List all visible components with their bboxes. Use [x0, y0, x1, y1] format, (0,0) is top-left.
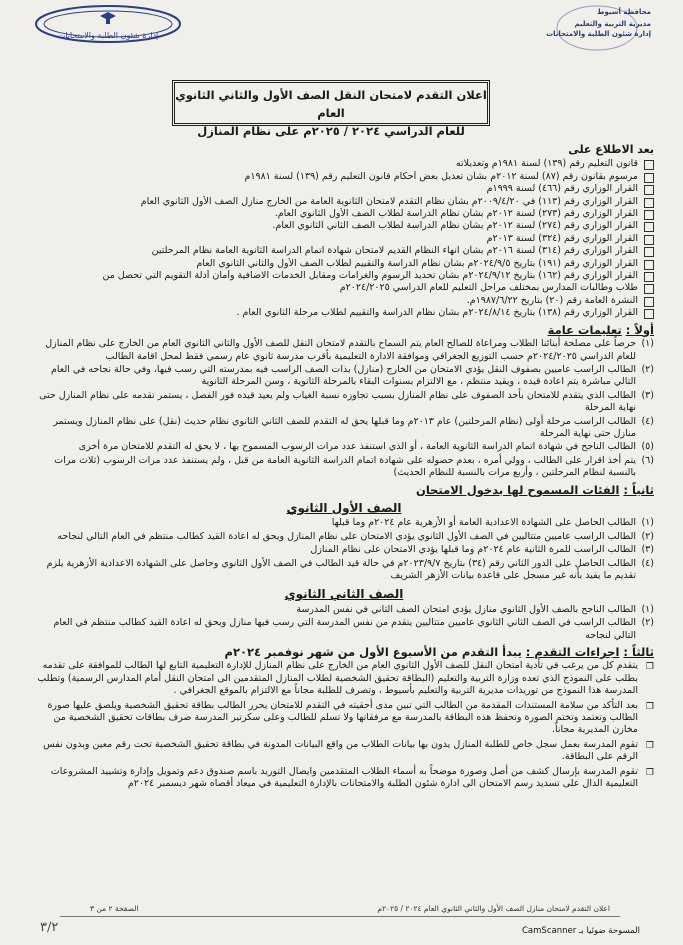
- checkbox-icon: [644, 272, 654, 282]
- reference-text: القرار الوزاري رقم (١٦٢) بتاريخ ٢٠٢٤/٩/١٢م بشأن تحديد الرسوم والغرامات ومقابل الخدمات الاضافية وأمان أدلة التقويم التي تحصل من: [102, 270, 638, 282]
- title-line-2: للعام الدراسي ٢٠٢٤ / ٢٠٢٥م على نظام المنازل: [197, 124, 465, 138]
- checkbox-icon: [644, 235, 654, 245]
- reference-text: طلاب وطالبات المدارس بمختلف مراحل التعليم للعام الدراسي ٢٠٢٤/٢٠٢٥م: [339, 282, 638, 294]
- item-text: الطالب الراسب في الصف الثاني الثانوي عاميين متتاليين يتقدم من نفس المدرسة التي رسب فيها منازل ويحق له اعادة القيد كطالب منتظم في العام التالي لنجاحه: [53, 617, 636, 641]
- reference-item: [34, 245, 654, 257]
- procedure-item: [34, 700, 654, 737]
- preamble-heading: بعد الاطلاع على: [568, 143, 654, 156]
- reference-list: [34, 158, 654, 319]
- list-item: [34, 558, 654, 583]
- list-item: [34, 441, 654, 453]
- procedure-steps: [34, 660, 654, 790]
- item-text: الطالب الراسب مرحلة أولى (نظام المرحلتين) عام ٢٠١٣م وما قبلها يحق له التقدم للصف الثاني الثانوي نظام حديث (نقل) على نظام المنازل ويستمر منازل حتى نهاية المرحلة: [53, 415, 636, 439]
- reference-item: [34, 183, 654, 195]
- list-item: [34, 531, 654, 543]
- reference-text: القرار الوزاري رقم (٢٧٣) لسنة ٢٠١٢م بشأن نظام الدراسة لطلاب الصف الأول الثانوي العام.: [274, 208, 638, 220]
- reference-text: القرار الوزاري رقم (١٩١) بتاريخ ٢٠٢٤/٩/٥م بشأن نظام الدراسة والتقييم لطلاب الصف الأول والثاني الثانوي العام: [196, 257, 638, 269]
- reference-item: [34, 295, 654, 307]
- reference-item: [34, 258, 654, 270]
- item-number: (٢): [641, 530, 654, 542]
- list-item: [34, 517, 654, 529]
- item-text: حرصاً على مصلحة أبنائنا الطلاب ومراعاة للصالح العام يتم السماح بالتقدم لامتحان النقل للصف الأول والثاني الثانوي العام من الخارج على نظام المنازل للعام الدراسي ٢٠٢٤/٢٠٢٥م حسب التوزيع الجغرافي وموافقة الادارة التعليمية بأقرب مدرسة ثانوي عام رسمي فقط لمحل اقامة الطالب: [45, 338, 636, 362]
- item-number: (٤): [641, 415, 654, 427]
- general-section-title: [34, 324, 654, 336]
- item-text: الطالب الناجح في شهادة اتمام الدراسة الثانوية العامة ، أو الذي استنفذ عدد مرات الرسوب المسموح بها ، لا يحق له التقدم للامتحان مرة أخرى: [78, 441, 636, 453]
- reference-text: قانون التعليم رقم (١٣٩) لسنة ١٩٨١م وتعديلاته: [455, 158, 638, 170]
- second-grade-list: [34, 604, 654, 642]
- procedures-section-title: [34, 646, 654, 658]
- checkbox-icon: [644, 222, 654, 232]
- list-item: [34, 416, 654, 441]
- item-number: (٥): [641, 441, 654, 453]
- categories-section-prefix: ثانياً :: [623, 482, 654, 497]
- item-number: (١): [641, 517, 654, 529]
- document-icon: ❐: [645, 701, 654, 712]
- reference-item: [34, 233, 654, 245]
- general-section-label: تعليمات عامة: [547, 322, 622, 337]
- logo-line-3: إدارة شئون الطلبة والامتحانات: [546, 30, 651, 38]
- categories-section-title: [34, 484, 654, 496]
- procedure-text: تقوم المدرسة بعمل سجل خاص للطلبة المنازل يدون بها بيانات الطلاب من واقع البيانات المدونة في بطاقة تحقيق الشخصية تحت رقم معين وبدون نفس الرقم على البطاقة.: [43, 738, 638, 763]
- reference-text: القرار الوزاري رقم (١٣٨) بتاريخ ٢٠٢٤/٨/١٤م بشأن نظام الدراسة والتقييم لطلاب مرحلة الثانوي العام .: [236, 307, 638, 319]
- checkbox-icon: [644, 185, 654, 195]
- item-text: الطالب الراسب عاميين بصفوف النقل يؤدي الامتحان من الخارج (منازل) بذات الصف الراسب فيه بمدرسته التي رسب فيها، وفي حالة نجاحه في العام التالي مباشرة يتم اعادة قيده ، ويقيد منتظم ، مع الالتزام بسنوات البقاء بالمرحلة الثانوية ، وسن المرحلة الثانوية: [50, 363, 636, 388]
- checkbox-icon: [644, 260, 654, 270]
- list-item: [34, 617, 654, 642]
- first-grade-list: [34, 517, 654, 582]
- checkbox-icon: [644, 284, 654, 294]
- logo-line-1: محافظة أسيوط: [597, 8, 651, 16]
- page-footer: [90, 904, 610, 916]
- item-number: (٢): [641, 363, 654, 375]
- item-text: الطالب الحاصل على الشهادة الاعدادية العامة أو الأزهرية عام ٢٠٢٤م وما قبلها: [331, 517, 636, 529]
- item-text: الطالب الراسب للمرة الثانية عام ٢٠٢٤م وما قبلها يؤدي الامتحان على نظام المنازل: [310, 544, 636, 556]
- item-text: الطالب الحاصل على الدور الثاني رقم (٣٤) بتاريخ ٢٠٢٣/٩/٧م في حالة قيد الطالب في الصف الأول الثانوي وحاصل على الشهادة الاعدادية الأزهرية يلزم تقديم ما يفيد بأنه غير مسجل على قاعدة بيانات الأزهر الشريف: [46, 557, 636, 581]
- procedure-text: تقوم المدرسة بإرسال كشف من أصل وصورة موضحاً به أسماء الطلاب المتقدمين وايصال التوريد باسم صندوق دعم وتمويل وإدارة وتشييد المشروعات التعليمية الدال على تسديد رسم الامتحان الى ادارة شئون الطلبة والامتحانات بالإدارة التعليمية في ميعاد أقصاه شهر ديسمبر ٢٠٢٤م: [50, 765, 638, 790]
- item-text: يتم أخذ اقرار على الطالب ، وولي أمره ، بعدم حصوله على شهادة اتمام الدراسة الثانوية العامة من قبل ، ولم يستنفذ عدد مرات الرسوب (ثلاث مرات بالنسبة لنظام المرحلتين ، وأربع مرات بالنسبة للنظام الحديث): [54, 454, 636, 479]
- procedure-item: [34, 766, 654, 791]
- handwritten-page-number: ٣/٢: [40, 920, 59, 935]
- list-item: [34, 604, 654, 616]
- footer-page-number: الصفحة ٢ من ٣: [90, 904, 139, 913]
- checkbox-icon: [644, 173, 654, 183]
- list-item: [34, 364, 654, 389]
- procedure-item: [34, 739, 654, 764]
- item-number: (٤): [641, 557, 654, 569]
- logo-line-2: مديرية التربية والتعليم: [574, 20, 651, 28]
- item-number: (٦): [641, 454, 654, 466]
- department-logo: [28, 2, 188, 52]
- procedures-section-label: اجراءات التقدم :: [525, 645, 620, 660]
- footer-divider: [60, 916, 620, 917]
- item-text: الطالب الناجح بالصف الأول الثانوي منازل يؤدي امتحان الصف الثاني في نفس المدرسة: [296, 603, 636, 615]
- document-icon: ❐: [645, 662, 654, 673]
- item-number: (١): [641, 338, 654, 350]
- checkbox-icon: [644, 309, 654, 319]
- procedure-text: بعد التأكد من سلامة المستندات المقدمة من الطالب التي تبين مدى أحقيته في التقدم للامتحان يحرر الطالب بطاقة تحقيق الشخصية ويلصق عليها صورة الطالب وتعتمد وتختم الصورة وتحفظ هذه البطاقة بالمدرسة مع مرفقاتها ولا تسلم للطالب وعلى سكرتير المدرسة صرف بطاقات تحقيق الشخصية من مخازن المديرية مجاناً.: [47, 699, 638, 736]
- letterhead: [0, 0, 683, 62]
- list-item: [34, 544, 654, 556]
- list-item: [34, 455, 654, 480]
- procedures-subtitle: يبدأ التقدم من الأسبوع الأول من شهر نوفمبر ٢٠٢٤م: [224, 645, 522, 660]
- reference-item: [34, 208, 654, 220]
- reference-item: [34, 282, 654, 294]
- reference-item: [34, 220, 654, 232]
- reference-text: القرار الوزاري رقم (٣١٤) لسنة ٢٠١٦م بشأن انهاء النظام القديم لامتحان شهادة اتمام الدراسة الثانوية العامة نظام المرحلتين: [151, 245, 638, 257]
- reference-text: مرسوم بقانون رقم (٨٧) لسنة ٢٠١٢م بشأن تعديل بعض أحكام قانون التعليم رقم (١٣٩) لسنة ١٩٨١م: [244, 170, 638, 182]
- general-section-prefix: أولاً :: [625, 322, 654, 337]
- item-text: الطالب الذي يتقدم للامتحان بأحد الصفوف على نظام المنازل بسبب تجاوزه نسبة الغياب ولم يعيد قيده فور الفصل ، يستمر تقدمه على نظام المنازل حتى نهاية المرحلة: [39, 389, 636, 414]
- document-icon: ❐: [645, 767, 654, 778]
- checkbox-icon: [644, 247, 654, 257]
- list-item: [34, 338, 654, 363]
- checkbox-icon: [644, 210, 654, 220]
- list-item: [34, 390, 654, 415]
- procedures-section-prefix: ثالثاً :: [623, 645, 654, 660]
- directorate-logo: [537, 2, 657, 58]
- first-grade-heading: الصف الأول الثانوي: [286, 500, 402, 515]
- footer-text: اعلان التقدم لامتحان منازل الصف الأول والثاني الثانوي العام ٢٠٢٤ / ٢٠٢٥م: [377, 904, 610, 913]
- department-logo-text: إدارة شئون الطلبة والامتحانات: [57, 31, 159, 40]
- reference-text: القرار الوزاري رقم (١١٣) في ٢٠٠٩/٤/٢٠م بشأن نظام التقدم لامتحان الثانوية العامة من الخارج منازل الصف الأول الثانوي العام: [140, 195, 638, 207]
- item-number: (٢): [641, 617, 654, 629]
- reference-text: القرار الوزاري رقم (٢٧٤) لسنة ٢٠١٢م بشأن نظام الدراسة لطلاب الصف الثاني الثانوي العام.: [272, 220, 638, 232]
- reference-item: [34, 196, 654, 208]
- title-line-1: اعلان التقدم لامتحان النقل الصف الأول والثاني الثانوي العام: [175, 88, 487, 120]
- second-grade-heading: الصف الثاني الثانوي: [284, 587, 404, 602]
- reference-text: القرار الوزاري رقم (٣٢٤) لسنة ٢٠١٣م: [486, 232, 638, 244]
- checkbox-icon: [644, 297, 654, 307]
- reference-item: [34, 270, 654, 282]
- item-text: الطالب الراسب عاميين متتاليين في الصف الأول الثانوي يؤدي الامتحان على نظام المنازل ويحق له اعادة القيد كطالب منتظم في العام التالي لنجاحه: [57, 530, 636, 542]
- checkbox-icon: [644, 198, 654, 208]
- reference-text: النشرة العامة رقم (٢٠) بتاريخ ١٩٨٧/٦/٢٢م.: [466, 294, 638, 306]
- item-number: (٣): [641, 389, 654, 401]
- procedure-text: يتقدم كل من يرغب في تأدية امتحان النقل للصف الأول الثانوي العام من الخارج على نظام المنازل للإدارة التعليمية التابع لها الطالب للموافقة على تقدمه بطلب على النموذج الذي تعده وزارة التربية والتعليم (البطاقة تحقيق الشخصية لطلاب المنازل المتقدمين الى امتحان النقل أمام المدارس الرسمية) وتطلب المدرسة هذا النموذج من توريدات مديرية التربية والتعليم بأسيوط ، وتصرف للطلبة مجاناً مع الالتزام بالموقع الجغرافي .: [37, 660, 638, 697]
- reference-item: [34, 158, 654, 170]
- general-instructions: [34, 338, 654, 479]
- document-body: [34, 140, 654, 793]
- procedure-item: [34, 660, 654, 697]
- item-number: (٣): [641, 544, 654, 556]
- reference-text: القرار الوزاري رقم (٤٦٦) لسنة ١٩٩٩م: [486, 183, 638, 195]
- checkbox-icon: [644, 160, 654, 170]
- categories-section-label: الفئات المسموح لها بدخول الامتحان: [416, 482, 620, 497]
- reference-item: [34, 307, 654, 319]
- scanner-watermark: المسوحة ضوئيا بـ CamScanner: [522, 926, 640, 936]
- announcement-title: [172, 80, 490, 138]
- item-number: (١): [641, 603, 654, 615]
- reference-item: [34, 171, 654, 183]
- document-icon: ❐: [645, 740, 654, 751]
